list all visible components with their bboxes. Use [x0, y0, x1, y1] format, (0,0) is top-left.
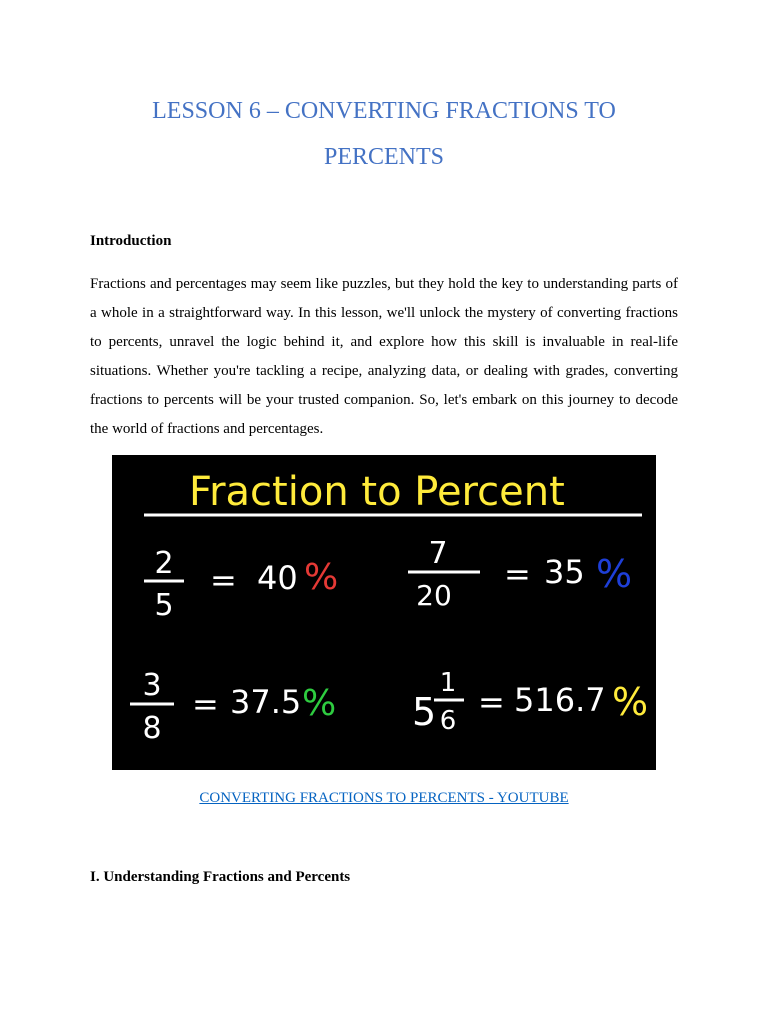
result-value: 37.5 [230, 683, 302, 721]
percent-symbol: % [596, 552, 633, 596]
numerator: 1 [439, 668, 457, 698]
equals-sign: = [192, 685, 219, 723]
equals-sign: = [478, 683, 505, 721]
denominator: 8 [142, 711, 162, 746]
percent-symbol: % [304, 557, 339, 598]
fraction-to-percent-image [112, 455, 656, 770]
result-value: 35 [544, 553, 585, 591]
percent-symbol: % [302, 683, 337, 724]
introduction-heading: Introduction [90, 233, 172, 249]
whole-number: 5 [412, 690, 437, 734]
numerator: 7 [428, 536, 448, 571]
result-value: 40 [257, 559, 298, 597]
result-value: 516.7 [514, 681, 606, 719]
equals-sign: = [504, 555, 531, 593]
youtube-video-link[interactable]: CONVERTING FRACTIONS TO PERCENTS - YOUTUBE [199, 790, 569, 806]
denominator: 6 [439, 706, 457, 736]
figure-heading: Fraction to Percent [189, 469, 565, 515]
chalkboard-svg [112, 455, 656, 770]
lesson-title: LESSON 6 – CONVERTING FRACTIONS TO PERCENTS [152, 98, 616, 170]
percent-symbol: % [612, 680, 649, 724]
section-1-heading: I. Understanding Fractions and Percents [90, 869, 351, 885]
denominator: 20 [416, 579, 452, 612]
numerator: 3 [142, 668, 162, 703]
introduction-paragraph: Fractions and percentages may seem like puzzles, but they hold the key to understanding parts of a whole in a straightforward way. In this lesson, we'll unlock the mystery of converting fractions to percents, unravel the logic behind it, and explore how this skill is invaluable in real-life situations. Whether you're tackling a recipe, analyzing data, or dealing with grades, converting fractions to percents will be your trusted companion. So, let's embark on this journey to decode the world of fractions and percentages. [90, 276, 678, 437]
denominator: 5 [154, 588, 174, 623]
numerator: 2 [154, 546, 174, 581]
equals-sign: = [210, 561, 237, 599]
